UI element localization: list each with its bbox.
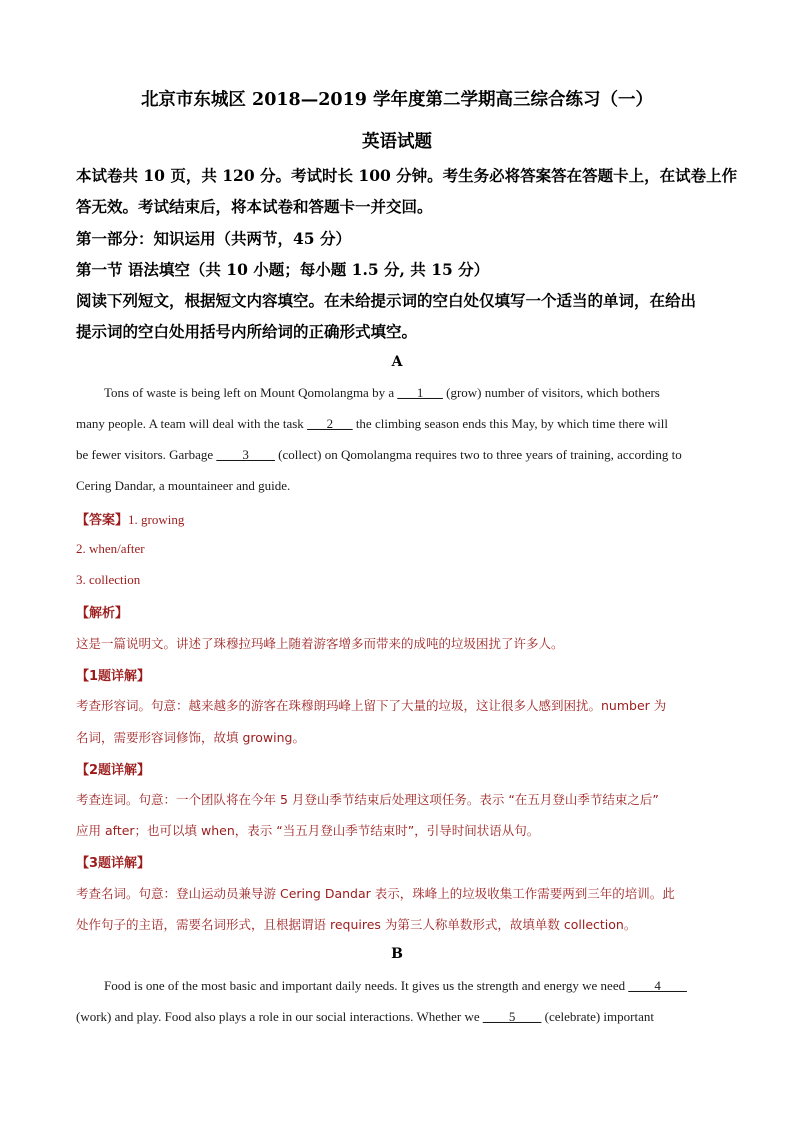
- passage-a-label: A: [391, 354, 403, 370]
- passage-text: (collect) on Qomolangma requires two to three years of training, according to: [274, 447, 682, 462]
- detail-2-line-1: 考查连词。句意：一个团队将在今年 5 月登山季节结束后处理这项任务。表示 “在五月登山季节结束之后”: [76, 792, 659, 807]
- passage-text: (celebrate) important: [541, 1009, 654, 1024]
- detail-1-line-2: 名词，需要形容词修饰，故填 growing。: [76, 730, 305, 745]
- blank-1: ___1___: [397, 385, 443, 400]
- passage-b-line-1: [104, 978, 687, 994]
- detail-2-label: 【2题详解】: [76, 763, 151, 778]
- blank-4: ____4____: [628, 978, 687, 993]
- section-heading: 第一节 语法填空（共 10 小题；每小题 1.5 分, 共 15 分）: [76, 260, 490, 279]
- detail-1-label: 【1题详解】: [76, 669, 151, 684]
- instructions-line-2: 答无效。考试结束后，将本试卷和答题卡一并交回。: [76, 197, 433, 216]
- passage-b-label: B: [391, 946, 403, 962]
- detail-1-line-1: 考查形容词。句意：越来越多的游客在珠穆朗玛峰上留下了大量的垃圾，这让很多人感到困扰。number 为: [76, 698, 667, 713]
- page-subtitle: 英语试题: [362, 132, 432, 152]
- detail-3-line-1: 考查名词。句意：登山运动员兼导游 Cering Dandar 表示，珠峰上的垃圾收集工作需要两到三年的培训。此: [76, 886, 675, 901]
- answer-label: 【答案】: [76, 513, 129, 528]
- passage-text: Tons of waste is being left on Mount Qomolangma by a: [104, 385, 398, 400]
- part-heading: 第一部分：知识运用（共两节，45 分）: [76, 229, 351, 248]
- passage-text: (work) and play. Food also plays a role in our social interactions. Whether we: [76, 1009, 483, 1024]
- page-title: 北京市东城区 2018—2019 学年度第二学期高三综合练习（一）: [140, 90, 654, 110]
- answer-3: 3. collection: [76, 572, 141, 587]
- blank-2: ___2___: [307, 416, 353, 431]
- analysis-summary: 这是一篇说明文。讲述了珠穆拉玛峰上随着游客增多而带来的成吨的垃圾困扰了许多人。: [76, 636, 564, 651]
- instructions-line-1: 本试卷共 10 页，共 120 分。考试时长 100 分钟。考生务必将答案答在答题卡上，在试卷上作: [76, 166, 738, 185]
- passage-text: the climbing season ends this May, by which time there will: [352, 416, 668, 431]
- detail-3-label: 【3题详解】: [76, 856, 151, 871]
- passage-b-line-2: [76, 1009, 654, 1025]
- passage-text: many people. A team will deal with the task: [76, 416, 308, 431]
- passage-a-line-2: [76, 416, 668, 432]
- answer-2: 2. when/after: [76, 541, 145, 556]
- passage-a-line-1: [104, 385, 660, 401]
- analysis-label: 【解析】: [76, 606, 129, 621]
- blank-3: ____3____: [216, 447, 275, 462]
- answer-1: 1. growing: [128, 512, 185, 527]
- passage-text: Food is one of the most basic and important daily needs. It gives us the strength and energy we need: [104, 978, 629, 993]
- blank-5: ____5____: [482, 1009, 542, 1024]
- directions-line-2: 提示词的空白处用括号内所给词的正确形式填空。: [76, 322, 418, 341]
- detail-2-line-2: 应用 after；也可以填 when，表示 “当五月登山季节结束时”，引导时间状语从句。: [76, 823, 540, 838]
- detail-3-line-2: 处作句子的主语，需要名词形式，且根据谓语 requires 为第三人称单数形式，故填单数 collection。: [76, 917, 637, 932]
- passage-a-line-3: [76, 447, 682, 463]
- answer-line: [76, 509, 184, 529]
- passage-a-line-4: Cering Dandar, a mountaineer and guide.: [76, 478, 291, 493]
- passage-text: be fewer visitors. Garbage: [76, 447, 217, 462]
- directions-line-1: 阅读下列短文，根据短文内容填空。在未给提示词的空白处仅填写一个适当的单词，在给出: [76, 291, 697, 310]
- passage-text: (grow) number of visitors, which bothers: [442, 385, 660, 400]
